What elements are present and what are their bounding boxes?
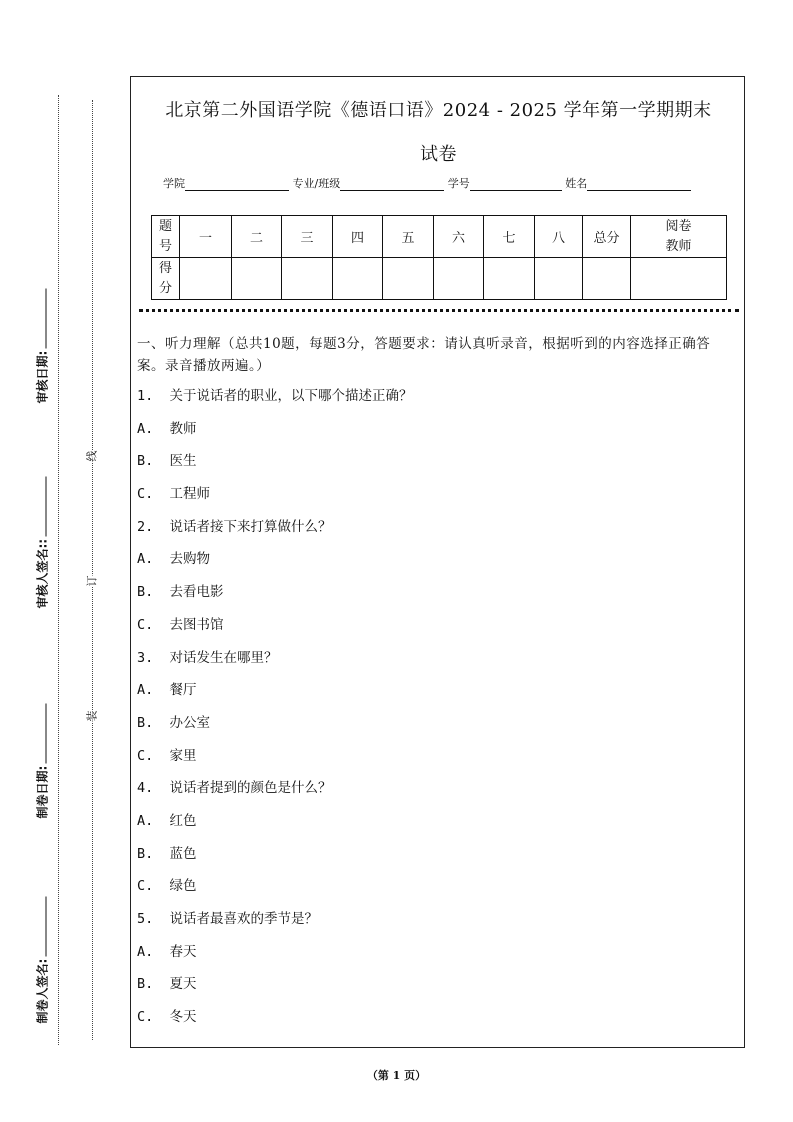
answer-option[interactable]: A. 餐厅 [137, 682, 197, 699]
score-input-cell[interactable] [282, 258, 333, 300]
binding-char-bind: 订 [85, 575, 99, 587]
score-input-cell[interactable] [180, 258, 232, 300]
reviewer-sign-label: 审核人签名:: [35, 538, 50, 609]
score-input-cell[interactable] [583, 258, 631, 300]
question-text: 5. 说话者最喜欢的季节是？ [137, 911, 319, 927]
answer-option[interactable]: B. 蓝色 [137, 845, 197, 862]
score-input-cell[interactable] [333, 258, 383, 300]
score-header-cell: 题 号 [152, 216, 180, 258]
maker-sign-blank[interactable] [36, 897, 47, 957]
student-info-row [163, 175, 723, 191]
reviewer-date-label: 审核日期: [35, 350, 50, 404]
score-header-cell: 四 [333, 216, 383, 258]
student-id-blank[interactable] [470, 178, 562, 191]
binding-char-pack: 装 [85, 710, 99, 722]
score-header-cell: 总分 [583, 216, 631, 258]
section-title: 一、听力理解（总共10题，每题3分，答题要求：请认真听录音，根据听到的内容选择正确答案。录音播放两遍。） [137, 336, 711, 374]
answer-option[interactable]: A. 春天 [137, 943, 197, 960]
answer-option[interactable]: A. 去购物 [137, 551, 211, 568]
maker-sign-label: 制卷人签名: [35, 958, 50, 1024]
score-header-cell: 六 [434, 216, 484, 258]
score-header-cell: 阅卷 教师 [631, 216, 727, 258]
question-text: 3. 对话发生在哪里？ [137, 649, 278, 666]
exam-title [131, 89, 746, 177]
maker-date-label: 制卷日期: [35, 765, 50, 819]
answer-option[interactable]: A. 教师 [137, 420, 197, 437]
maker-sign-field [34, 884, 51, 1024]
answer-option[interactable]: B. 医生 [137, 453, 197, 470]
answer-option[interactable]: C. 冬天 [137, 1009, 197, 1026]
student-id-label: 学号 [447, 177, 470, 190]
answer-option[interactable]: C. 去图书馆 [137, 616, 224, 633]
score-header-cell: 八 [535, 216, 583, 258]
college-blank[interactable] [185, 178, 289, 191]
page-number: （第 1 页） [366, 1069, 427, 1082]
score-table-score-row [152, 258, 727, 300]
answer-option[interactable]: C. 工程师 [137, 486, 211, 503]
reviewer-date-field [34, 264, 51, 404]
answer-option[interactable]: B. 办公室 [137, 714, 211, 731]
major-class-label: 专业/班级 [292, 177, 341, 190]
score-header-cell: 五 [383, 216, 434, 258]
major-class-blank[interactable] [340, 178, 444, 191]
answer-option[interactable]: A. 红色 [137, 812, 197, 829]
name-blank[interactable] [587, 178, 691, 191]
reviewer-sign-field [34, 469, 51, 609]
score-table [151, 215, 727, 300]
exam-title-line1: 北京第二外国语学院《德语口语》2024 - 2025 学年第一学期期末 [165, 100, 712, 121]
college-label: 学院 [163, 177, 185, 190]
score-input-cell[interactable] [631, 258, 727, 300]
answer-option[interactable]: C. 绿色 [137, 878, 197, 895]
score-header-cell: 二 [232, 216, 282, 258]
score-input-cell[interactable] [535, 258, 583, 300]
score-input-cell[interactable] [232, 258, 282, 300]
score-table-header-row [152, 216, 727, 258]
answer-option[interactable]: B. 去看电影 [137, 584, 224, 601]
score-row-label: 得 分 [152, 258, 180, 300]
reviewer-sign-blank[interactable] [36, 477, 47, 537]
section-divider [139, 309, 739, 312]
score-header-cell: 七 [484, 216, 535, 258]
question-text: 4. 说话者提到的颜色是什么？ [137, 780, 332, 797]
question-list [137, 385, 737, 1039]
exam-title-line2: 试卷 [420, 144, 457, 165]
maker-date-field [34, 679, 51, 819]
name-label: 姓名 [565, 177, 588, 190]
score-header-cell: 三 [282, 216, 333, 258]
score-input-cell[interactable] [434, 258, 484, 300]
score-input-cell[interactable] [484, 258, 535, 300]
answer-option[interactable]: B. 夏天 [137, 976, 197, 993]
answer-option[interactable]: C. 家里 [137, 747, 197, 764]
maker-date-blank[interactable] [36, 704, 47, 764]
reviewer-date-blank[interactable] [36, 289, 47, 349]
question-text: 2. 说话者接下来打算做什么？ [137, 518, 332, 535]
question-text: 1. 关于说话者的职业，以下哪个描述正确？ [137, 388, 413, 404]
exam-paper [130, 76, 745, 1048]
score-input-cell[interactable] [383, 258, 434, 300]
binding-char-line: 线 [85, 450, 99, 462]
binding-line [92, 100, 94, 1040]
score-header-cell: 一 [180, 216, 232, 258]
